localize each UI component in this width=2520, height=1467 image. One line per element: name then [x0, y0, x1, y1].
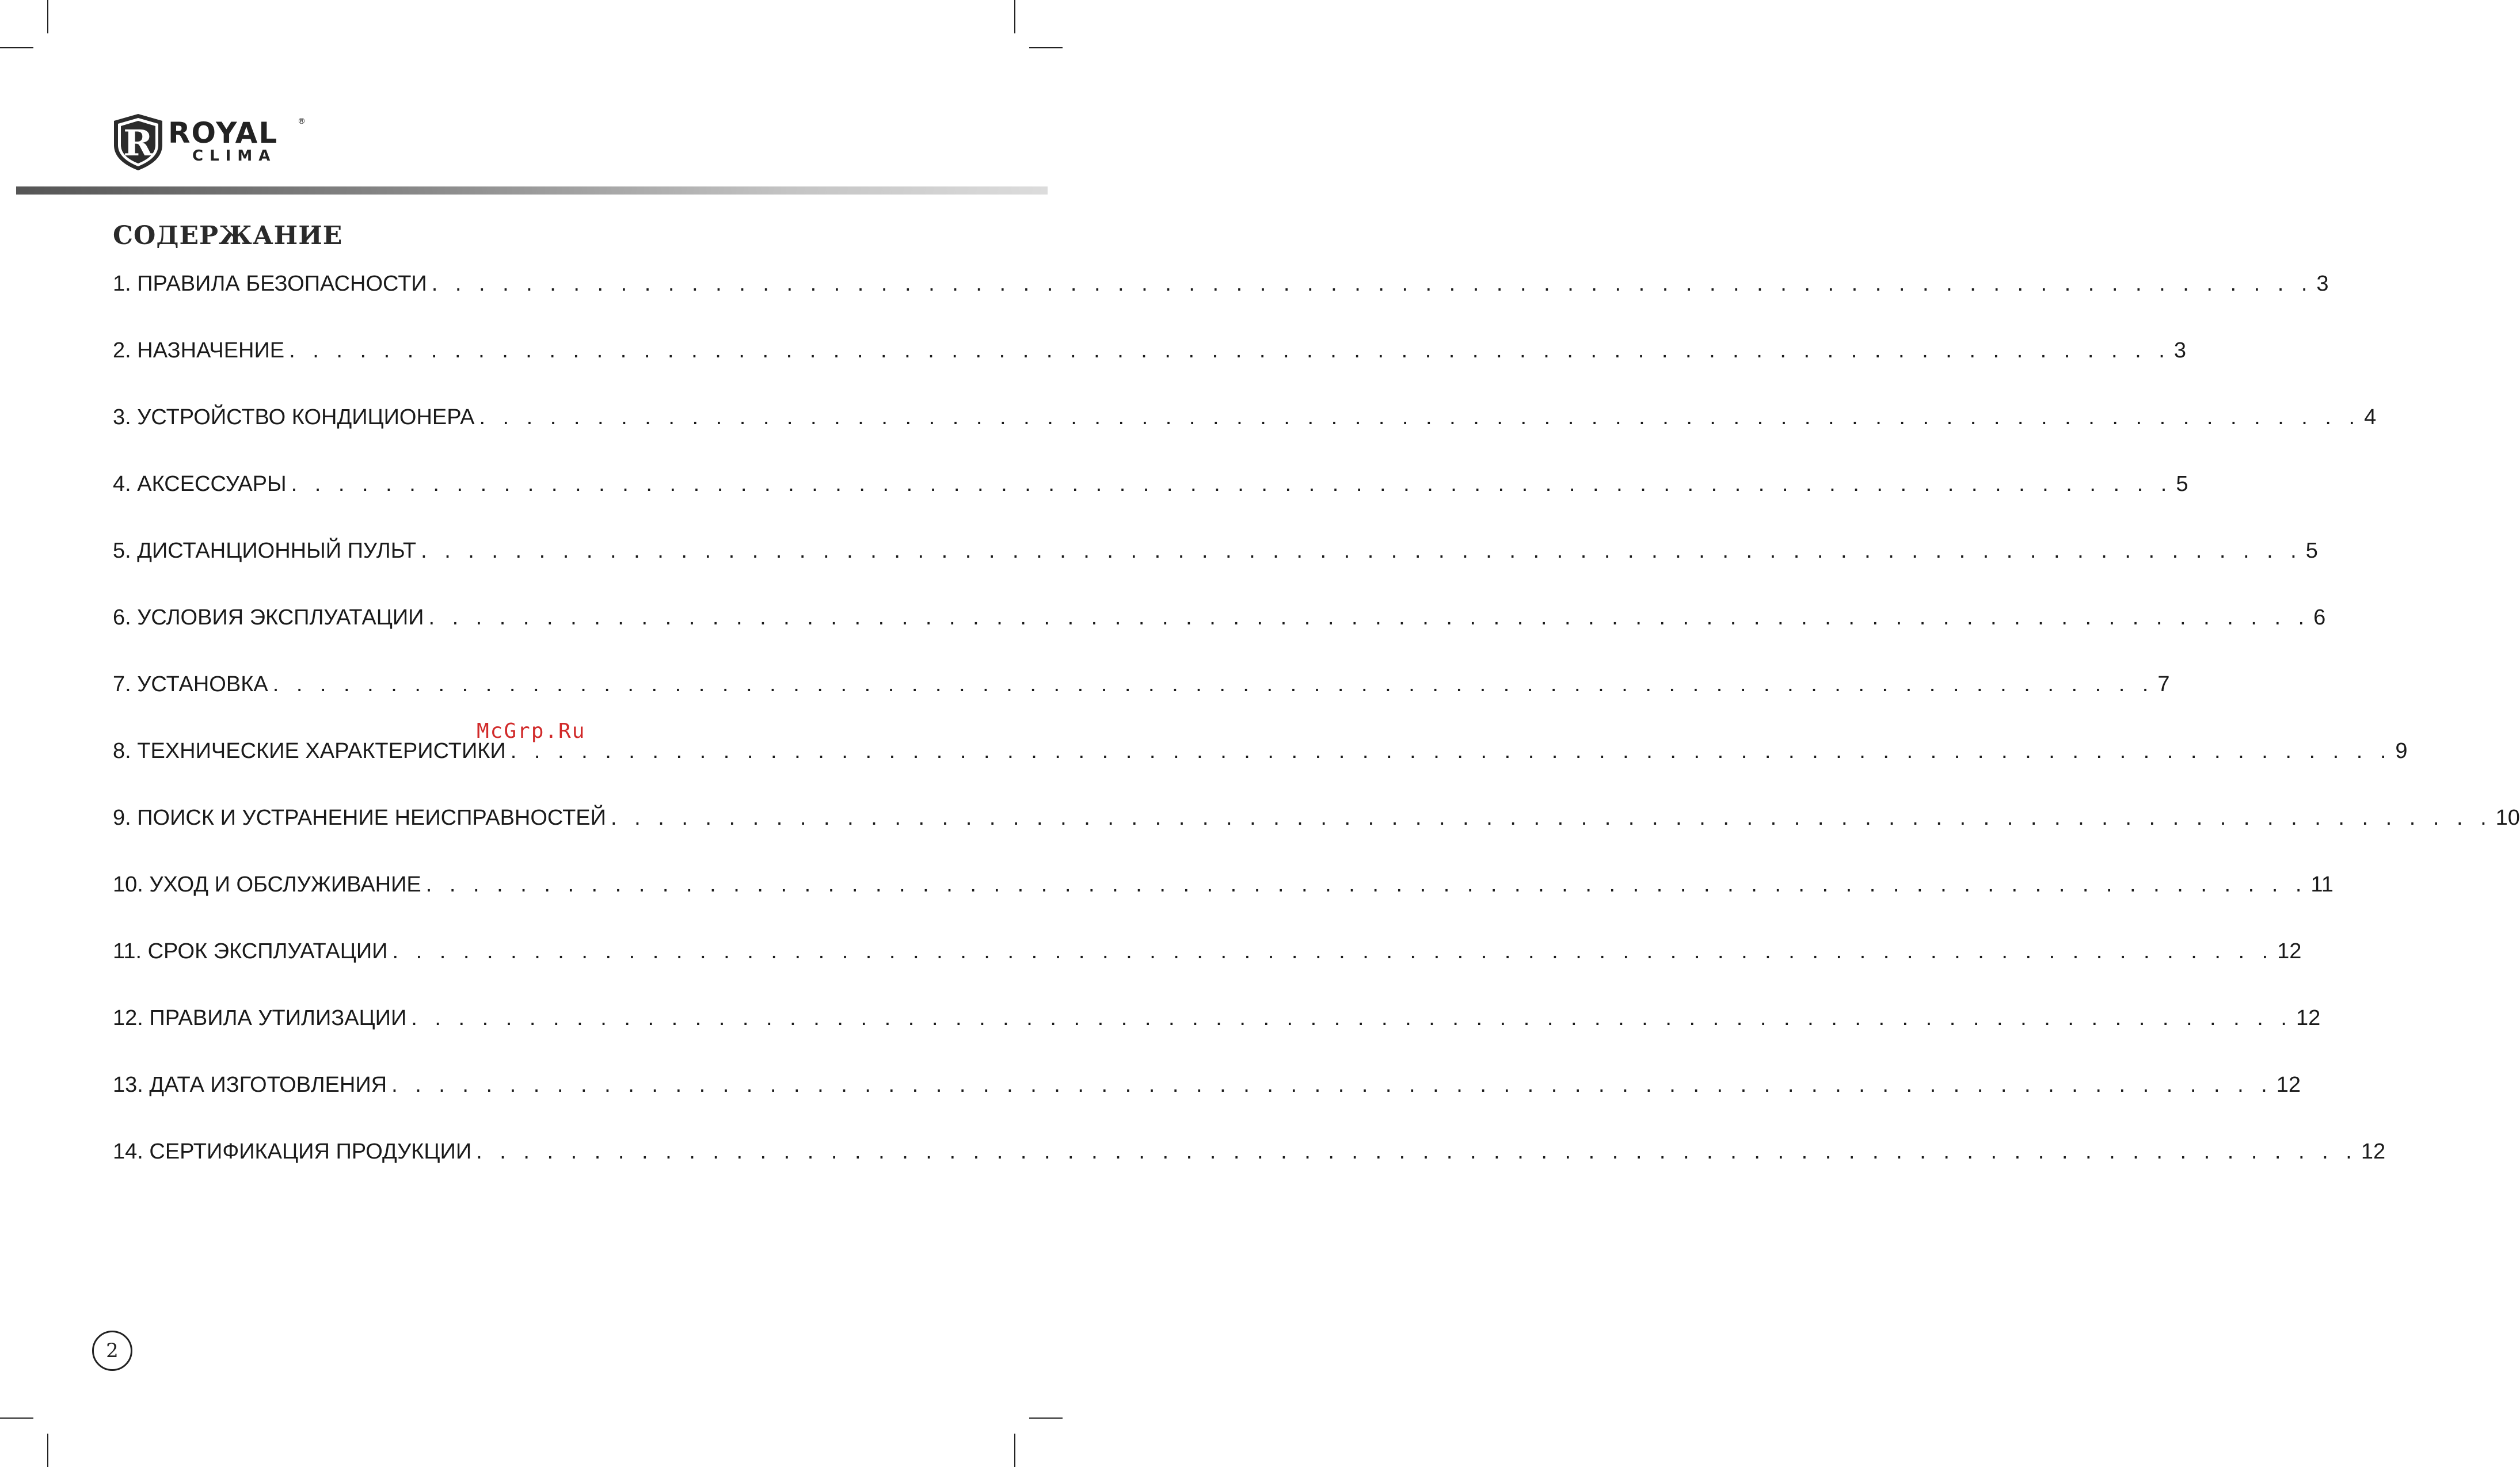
toc-item[interactable] — [113, 806, 2520, 872]
crop-mark-bottom-right-vertical — [1014, 1434, 1015, 1467]
toc-leader: . . . . . . . . . . . . . . . . . . . . . . . . . . . . . . . . . . . . . . . . . . . . . . . . . . . . . . . . . . . . . . . . . . . . . . . . . . . . . . . . — [291, 472, 2173, 496]
toc-item-title: 11. СРОК ЭКСПЛУАТАЦИИ — [113, 939, 388, 963]
toc-item-page: 5 — [2176, 472, 2188, 496]
page-number: 2 — [106, 1339, 119, 1362]
toc-leader: . . . . . . . . . . . . . . . . . . . . . . . . . . . . . . . . . . . . . . . . . . . . . . . . . . . . . . . . . . . . . . . . . . . . . . . . . . . . . . . . — [272, 672, 2154, 696]
toc-item[interactable] — [113, 338, 2186, 405]
toc-item-page: 9 — [2395, 739, 2408, 763]
toc-item-page: 12 — [2361, 1140, 2386, 1164]
toc-leader: . . . . . . . . . . . . . . . . . . . . . . . . . . . . . . . . . . . . . . . . . . . . . . . . . . . . . . . . . . . . . . . . . . . . . . . . . . . . . . . . — [421, 539, 2302, 563]
toc-item[interactable] — [113, 1073, 2301, 1140]
shield-letter: R — [123, 122, 153, 164]
toc-title: СОДЕРЖАНИЕ — [113, 221, 343, 250]
toc-leader: . . . . . . . . . . . . . . . . . . . . . . . . . . . . . . . . . . . . . . . . . . . . . . . . . . . . . . . . . . . . . . . . . . . . . . . . . . . . . . . . — [428, 605, 2310, 630]
toc-leader: . . . . . . . . . . . . . . . . . . . . . . . . . . . . . . . . . . . . . . . . . . . . . . . . . . . . . . . . . . . . . . . . . . . . . . . . . . . . . . . . — [431, 272, 2313, 296]
toc-item-title: 1. ПРАВИЛА БЕЗОПАСНОСТИ — [113, 272, 427, 296]
toc-item[interactable] — [113, 605, 2326, 672]
toc-item-title: 12. ПРАВИЛА УТИЛИЗАЦИИ — [113, 1006, 407, 1030]
toc-item[interactable] — [113, 1006, 2321, 1073]
royal-clima-logo — [113, 113, 309, 173]
watermark: McGrp.Ru — [477, 719, 586, 743]
toc-item[interactable] — [113, 405, 2377, 472]
toc-item-title: 13. ДАТА ИЗГОТОВЛЕНИЯ — [113, 1073, 387, 1097]
crop-mark-top-right-vertical — [1014, 0, 1015, 33]
toc-item-page: 10 — [2495, 806, 2520, 830]
toc-item-page: 12 — [2296, 1006, 2321, 1030]
toc-item-title: 14. СЕРТИФИКАЦИЯ ПРОДУКЦИИ — [113, 1140, 472, 1164]
toc-item-page: 3 — [2173, 338, 2186, 363]
registered-mark: ® — [298, 117, 306, 126]
brand-subtitle: CLIMA — [192, 147, 277, 165]
toc-leader: . . . . . . . . . . . . . . . . . . . . . . . . . . . . . . . . . . . . . . . . . . . . . . . . . . . . . . . . . . . . . . . . . . . . . . . . . . . . . . . . — [411, 1006, 2293, 1030]
toc-item[interactable] — [113, 872, 2334, 939]
crop-mark-bottom-left-horizontal — [0, 1418, 33, 1419]
toc-item-title: 2. НАЗНАЧЕНИЕ — [113, 338, 285, 363]
header-gradient-bar — [16, 186, 1048, 195]
brand-name: ROYAL — [168, 116, 279, 150]
toc-item-title: 5. ДИСТАНЦИОННЫЙ ПУЛЬТ — [113, 539, 417, 563]
crop-mark-top-left-horizontal — [0, 47, 33, 48]
toc-item[interactable] — [113, 472, 2188, 539]
toc-item[interactable] — [113, 272, 2329, 338]
toc-leader: . . . . . . . . . . . . . . . . . . . . . . . . . . . . . . . . . . . . . . . . . . . . . . . . . . . . . . . . . . . . . . . . . . . . . . . . . . . . . . . . — [476, 1140, 2358, 1164]
toc-item-page: 5 — [2305, 539, 2318, 563]
shield-logo-icon — [113, 113, 163, 172]
toc-leader: . . . . . . . . . . . . . . . . . . . . . . . . . . . . . . . . . . . . . . . . . . . . . . . . . . . . . . . . . . . . . . . . . . . . . . . . . . . . . . . . — [289, 338, 2171, 363]
toc-item-title: 4. АКСЕССУАРЫ — [113, 472, 287, 496]
page-number-badge — [92, 1331, 132, 1371]
toc-item-page: 7 — [2157, 672, 2170, 696]
toc-item-title: 8. ТЕХНИЧЕСКИЕ ХАРАКТЕРИСТИКИ — [113, 739, 506, 763]
toc-item-page: 4 — [2364, 405, 2377, 429]
crop-mark-top-left-vertical — [47, 0, 48, 33]
toc-leader: . . . . . . . . . . . . . . . . . . . . . . . . . . . . . . . . . . . . . . . . . . . . . . . . . . . . . . . . . . . . . . . . . . . . . . . . . . . . . . . . — [392, 939, 2274, 963]
toc-item-page: 12 — [2277, 939, 2302, 963]
toc-item-title: 6. УСЛОВИЯ ЭКСПЛУАТАЦИИ — [113, 605, 424, 630]
toc-item[interactable] — [113, 539, 2318, 605]
toc-item-title: 3. УСТРОЙСТВО КОНДИЦИОНЕРА — [113, 405, 475, 429]
toc-leader: . . . . . . . . . . . . . . . . . . . . . . . . . . . . . . . . . . . . . . . . . . . . . . . . . . . . . . . . . . . . . . . . . . . . . . . . . . . . . . . . — [479, 405, 2361, 429]
crop-mark-bottom-left-vertical — [47, 1434, 48, 1467]
crop-mark-bottom-right-horizontal — [1029, 1418, 1063, 1419]
toc-item-page: 6 — [2313, 605, 2326, 630]
toc-leader: . . . . . . . . . . . . . . . . . . . . . . . . . . . . . . . . . . . . . . . . . . . . . . . . . . . . . . . . . . . . . . . . . . . . . . . . . . . . . . . . — [391, 1073, 2273, 1097]
toc-item-page: 12 — [2276, 1073, 2301, 1097]
toc-leader: . . . . . . . . . . . . . . . . . . . . . . . . . . . . . . . . . . . . . . . . . . . . . . . . . . . . . . . . . . . . . . . . . . . . . . . . . . . . . . . . — [425, 872, 2308, 897]
toc-item[interactable] — [113, 939, 2302, 1006]
toc-item[interactable] — [113, 739, 2408, 806]
toc-item-title: 10. УХОД И ОБСЛУЖИВАНИЕ — [113, 872, 421, 897]
toc-item[interactable] — [113, 1140, 2386, 1206]
toc-item-page: 11 — [2310, 872, 2334, 897]
toc-leader: . . . . . . . . . . . . . . . . . . . . . . . . . . . . . . . . . . . . . . . . . . . . . . . . . . . . . . . . . . . . . . . . . . . . . . . . . . . . . . . . — [610, 806, 2492, 830]
toc-leader: . . . . . . . . . . . . . . . . . . . . . . . . . . . . . . . . . . . . . . . . . . . . . . . . . . . . . . . . . . . . . . . . . . . . . . . . . . . . . . . . — [510, 739, 2392, 763]
crop-mark-top-right-horizontal — [1029, 47, 1063, 48]
toc-item-page: 3 — [2316, 272, 2329, 296]
toc-item-title: 7. УСТАНОВКА — [113, 672, 268, 696]
toc-item-title: 9. ПОИСК И УСТРАНЕНИЕ НЕИСПРАВНОСТЕЙ — [113, 806, 606, 830]
